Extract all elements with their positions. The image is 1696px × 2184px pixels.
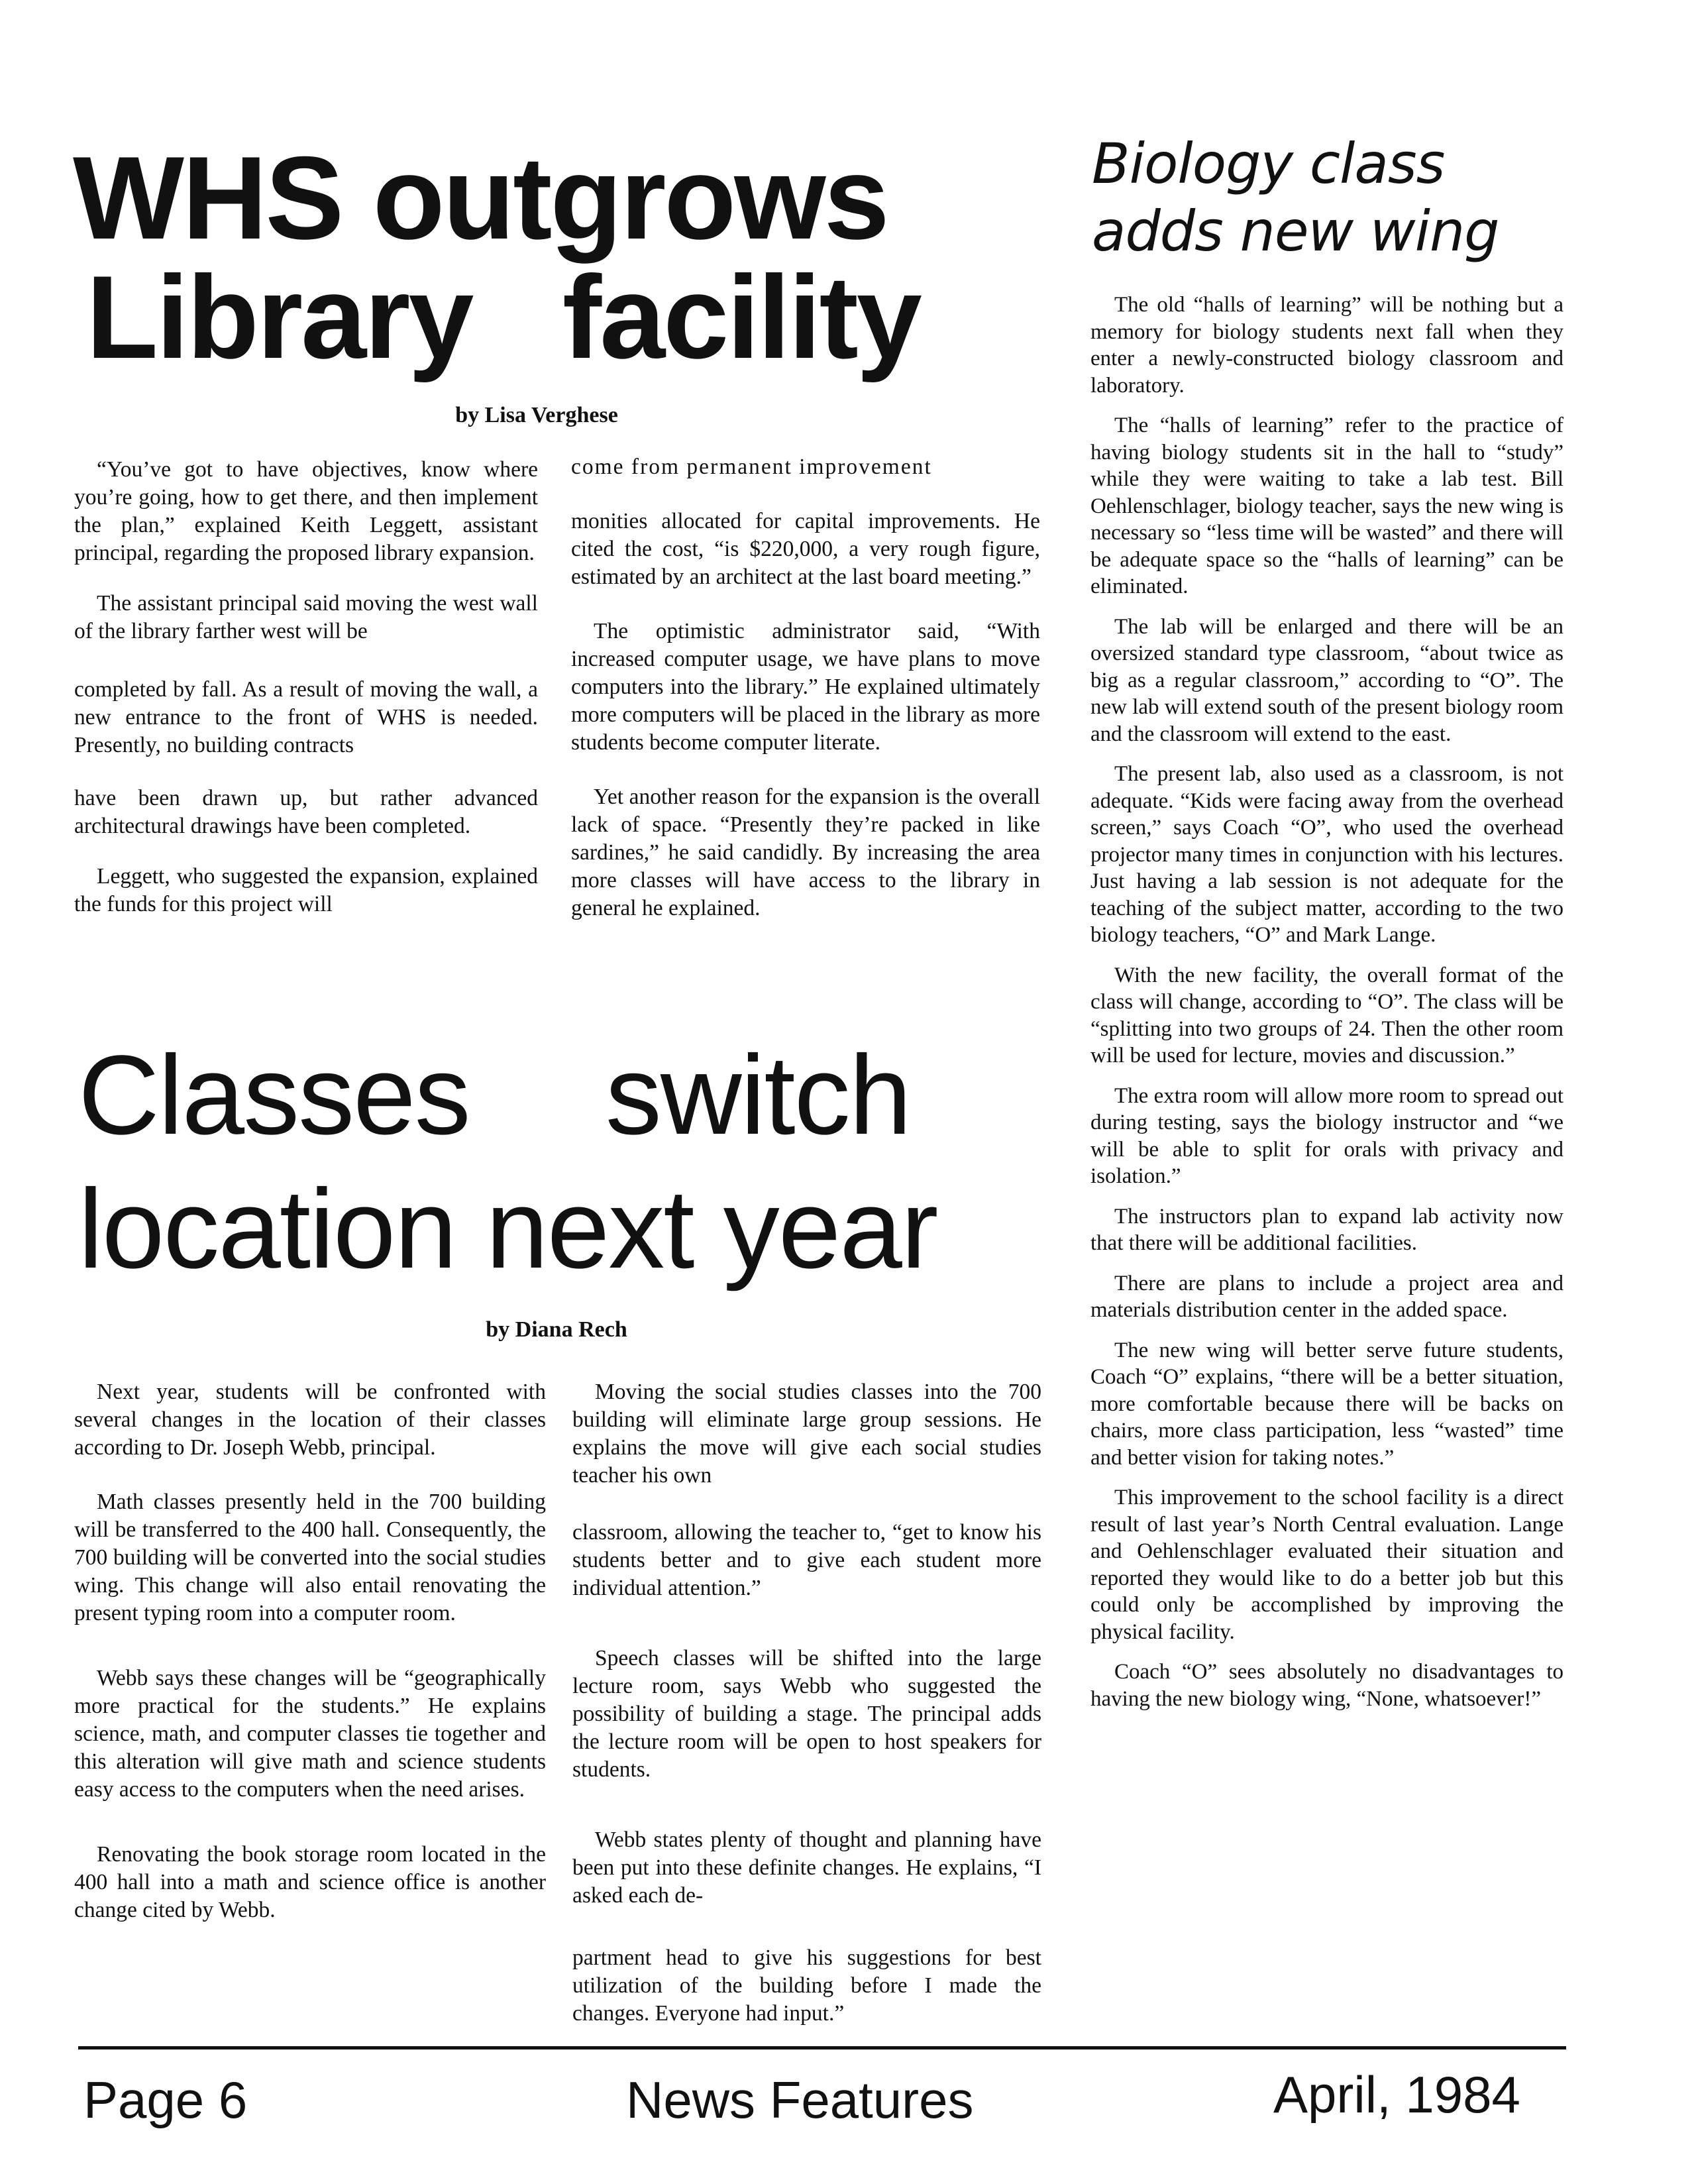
paragraph: Speech classes will be shifted into the large lecture room, says Webb who suggested the possibility of building a stage. The principal adds the lecture room will be open to host speakers for students. (572, 1646, 1041, 1782)
classes-byline: by Diana Rech (486, 1317, 627, 1342)
paragraph: monities allocated for capital improvements. He cited the cost, “is $220,000, a very rough figure, estimated by an architect at the last board meeting.” (571, 509, 1040, 589)
paragraph: Coach “O” sees absolutely no disadvantages to having the new biology wing, “None, whatsoever!” (1090, 1660, 1564, 1711)
paragraph: The assistant principal said moving the west wall of the library farther west will be (74, 591, 538, 643)
paragraph: The present lab, also used as a classroom, is not adequate. “Kids were facing away from the overhead screen,” says Coach “O”, who used the overhead projector many times in conjunction with his lectures. Just having a lab session is not adequate for the teaching of the subject matter, according to the two biology teachers, “O” and Mark Lange. (1090, 762, 1564, 947)
paragraph: With the new facility, the overall format of the class will change, according to “O”. The class will be “splitting into two groups of 24. Then the other room will be used for lecture, movies and discussion.” (1090, 963, 1564, 1067)
paragraph: The new wing will better serve future students, Coach “O” explains, “there will be a better situation, more comfortable because there will be backs on chairs, more class participation, less “wasted” time and better vision for taking notes.” (1090, 1338, 1564, 1470)
paragraph: The old “halls of learning” will be nothing but a memory for biology students next fall when they enter a newly-constructed biology classroom and laboratory. (1090, 293, 1564, 398)
paragraph: Leggett, who suggested the expansion, explained the funds for this project will (74, 864, 538, 916)
footer-date: April, 1984 (1273, 2065, 1520, 2124)
footer-page-number: Page 6 (83, 2071, 248, 2129)
paragraph: have been drawn up, but rather advanced architectural drawings have been completed. (74, 786, 538, 838)
paragraph: Yet another reason for the expansion is the overall lack of space. “Presently they’re packed in like sardines,” he said candidly. By increasing the area more classes will have access to the library in general he explained. (571, 785, 1040, 920)
classes-column-2 (572, 1378, 1041, 2050)
footer-section: News Features (626, 2071, 974, 2129)
paragraph: completed by fall. As a result of moving the wall, a new entrance to the front of WHS is needed. Presently, no building contracts (74, 677, 538, 757)
biology-headline (1092, 130, 1609, 265)
paragraph: partment head to give his suggestions for best utilization of the building before I made the changes. Everyone had input.” (572, 1945, 1041, 2026)
paragraph: The optimistic administrator said, “With increased computer usage, we have plans to move computers into the library.” He explained ultimately more computers will be placed in the library as more students become computer literate. (571, 619, 1040, 755)
paragraph: The extra room will allow more room to spread out during testing, says the biology instructor and “we will be able to split for orals with privacy and isolation.” (1090, 1083, 1564, 1188)
paragraph: The lab will be enlarged and there will be an oversized standard type classroom, “about twice as big as a regular classroom,” according to “O”. The new lab will extend south of the present biology room and the classroom will extend to the east. (1090, 614, 1564, 746)
paragraph: There are plans to include a project area and materials distribution center in the added space. (1090, 1271, 1564, 1322)
paragraph: Math classes presently held in the 700 building will be transferred to the 400 hall. Consequently, the 700 building will be converted into the social studies wing. This change will also entail renovating the present typing room into a computer room. (74, 1490, 546, 1625)
paragraph: “You’ve got to have objectives, know where you’re going, how to get there, and then implement the plan,” explained Keith Leggett, assistant principal, regarding the proposed library expansion. (74, 457, 538, 565)
library-headline-line2: Library facility (86, 251, 920, 383)
paragraph: classroom, allowing the teacher to, “get to know his students better and to give each student more individual attention.” (572, 1520, 1041, 1600)
paragraph: The instructors plan to expand lab activity now that there will be additional facilities. (1090, 1204, 1564, 1255)
paragraph: Moving the social studies classes into the 700 building will eliminate large group sessions. He explains the move will give each social studies teacher his own (572, 1380, 1041, 1488)
paragraph: The “halls of learning” refer to the practice of having biology students sit in the hall to “study” while they were waiting to take a lab test. Bill Oehlenschlager, biology teacher, says the new wing is necessary so “less time will be wasted” and there will be adequate space so the “halls of learning” can be eliminated. (1090, 413, 1564, 598)
paragraph: Next year, students will be confronted with several changes in the location of their classes according to Dr. Joseph Webb, principal. (74, 1380, 546, 1460)
library-byline: by Lisa Verghese (455, 403, 618, 427)
classes-headline-line2: location next year (78, 1166, 937, 1292)
biology-headline-line2: adds new wing (1092, 199, 1499, 264)
classes-column-1 (74, 1378, 546, 1947)
paragraph: Webb says these changes will be “geographically more practical for the students.” He explains science, math, and computer classes tie together and this alteration will give math and science students easy access to the computers when the need arises. (74, 1666, 546, 1802)
footer-rule (78, 2046, 1566, 2049)
biology-column (1090, 292, 1564, 1725)
paragraph: Renovating the book storage room located in the 400 hall into a math and science office is another change cited by Webb. (74, 1842, 546, 1922)
paragraph: This improvement to the school facility is a direct result of last year’s North Central evaluation. Lange and Oehlenschlager evaluated their situation and reported they would like to do a better job but this could only be accomplished by improving the physical facility. (1090, 1486, 1564, 1644)
library-column-1 (74, 456, 538, 941)
biology-headline-line1: Biology class (1092, 131, 1445, 196)
paragraph: come from permanent improvement (571, 455, 932, 479)
classes-headline-line1: Classes switch (78, 1032, 911, 1158)
paragraph: Webb states plenty of thought and planning have been put into these definite changes. He explains, “I asked each de- (572, 1828, 1041, 1908)
library-column-2 (571, 453, 1040, 945)
library-headline-line1: WHS outgrows (73, 132, 888, 264)
